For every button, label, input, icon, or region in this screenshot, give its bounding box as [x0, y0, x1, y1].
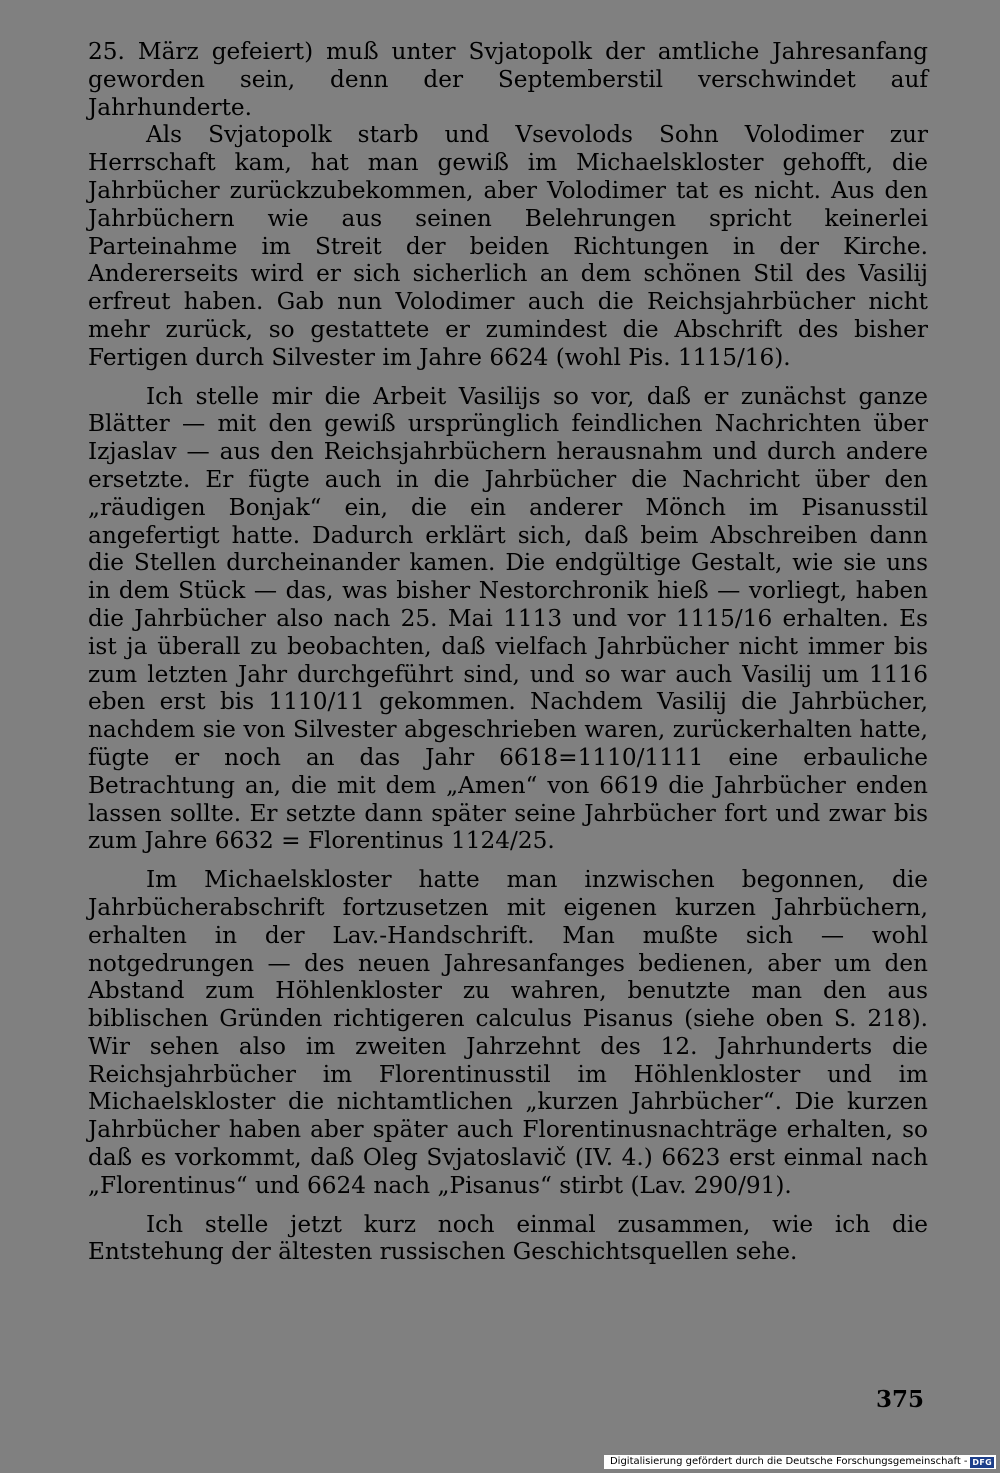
page-number: 375 — [876, 1386, 925, 1413]
dfg-logo-icon: DFG — [972, 1457, 992, 1467]
footer-credit-text: Digitalisierung gefördert durch die Deutsche Forschungsgemeinschaft — [609, 1456, 961, 1467]
page-text-block — [88, 38, 928, 1266]
footer-separator: - — [963, 1456, 968, 1467]
paragraph-continuation: 25. März gefeiert) muß unter Svjatopolk der amtliche Jahresanfang geworden sein, denn der Septemberstil verschwindet auf Jahrhunderte. — [88, 38, 928, 121]
digitization-footer — [604, 1455, 996, 1469]
paragraph-michaelskloster: Im Michaelskloster hatte man inzwischen begonnen, die Jahrbücherabschrift fortzusetzen mit eigenen kurzen Jahrbüchern, erhalten in der Lav.-Handschrift. Man mußte sich — wohl notgedrungen — des neuen Jahresanfanges bedienen, aber um den Abstand zum Höhlenkloster zu wahren, benutzte man den aus biblischen Gründen richtigeren calculus Pisanus (siehe oben S. 218). Wir sehen also im zweiten Jahrzehnt des 12. Jahrhunderts die Reichsjahrbücher im Florentinusstil im Höhlenkloster und im Michaelskloster die nichtamtlichen „kurzen Jahrbücher“. Die kurzen Jahrbücher haben aber später auch Florentinusnachträge erhalten, so daß es vorkommt, daß Oleg Svjatoslavič (IV. 4.) 6623 erst einmal nach „Florentinus“ und 6624 nach „Pisanus“ stirbt (Lav. 290/91). — [88, 866, 928, 1199]
paragraph-gap — [88, 372, 928, 383]
paragraph-summary-intro: Ich stelle jetzt kurz noch einmal zusammen, wie ich die Entstehung der ältesten russischen Geschichtsquellen sehe. — [88, 1210, 928, 1266]
paragraph-gap — [88, 855, 928, 866]
paragraph-vasilij-work: Ich stelle mir die Arbeit Vasilijs so vor, daß er zunächst ganze Blätter — mit den gewiß ursprünglich feindlichen Nachrichten über Izjaslav — aus den Reichsjahrbüchern herausnahm und durch andere ersetzte. Er fügte auch in die Jahrbücher die Nachricht über den „räudigen Bonjak“ ein, die ein anderer Mönch im Pisanusstil angefertigt hatte. Dadurch erklärt sich, daß beim Abschreiben dann die Stellen durcheinander kamen. Die endgültige Gestalt, wie sie uns in dem Stück — das, was bisher Nestorchronik hieß — vorliegt, haben die Jahrbücher also nach 25. Mai 1113 und vor 1115/16 erhalten. Es ist ja überall zu beobachten, daß vielfach Jahrbücher nicht immer bis zum letzten Jahr durchgeführt sind, und so war auch Vasilij um 1116 eben erst bis 1110/11 gekommen. Nachdem Vasilij die Jahrbücher, nachdem sie von Silvester abgeschrieben waren, zurückerhalten hatte, fügte er noch an das Jahr 6618=1110/1111 eine erbauliche Betrachtung an, die mit dem „Amen“ von 6619 die Jahrbücher enden lassen sollte. Er setzte dann später seine Jahrbücher fort und zwar bis zum Jahre 6632 = Florentinus 1124/25. — [88, 382, 928, 855]
paragraph-gap — [88, 1200, 928, 1211]
paragraph-svjatopolk-death: Als Svjatopolk starb und Vsevolods Sohn Volodimer zur Herrschaft kam, hat man gewiß im Michaelskloster gehofft, die Jahrbücher zurückzubekommen, aber Volodimer tat es nicht. Aus den Jahrbüchern wie aus seinen Belehrungen spricht keinerlei Parteinahme im Streit der beiden Richtungen in der Kirche. Andererseits wird er sich sicherlich an dem schönen Stil des Vasilij erfreut haben. Gab nun Volodimer auch die Reichsjahrbücher nicht mehr zurück, so gestattete er zumindest die Abschrift des bisher Fertigen durch Silvester im Jahre 6624 (wohl Pis. 1115/16). — [88, 121, 928, 371]
